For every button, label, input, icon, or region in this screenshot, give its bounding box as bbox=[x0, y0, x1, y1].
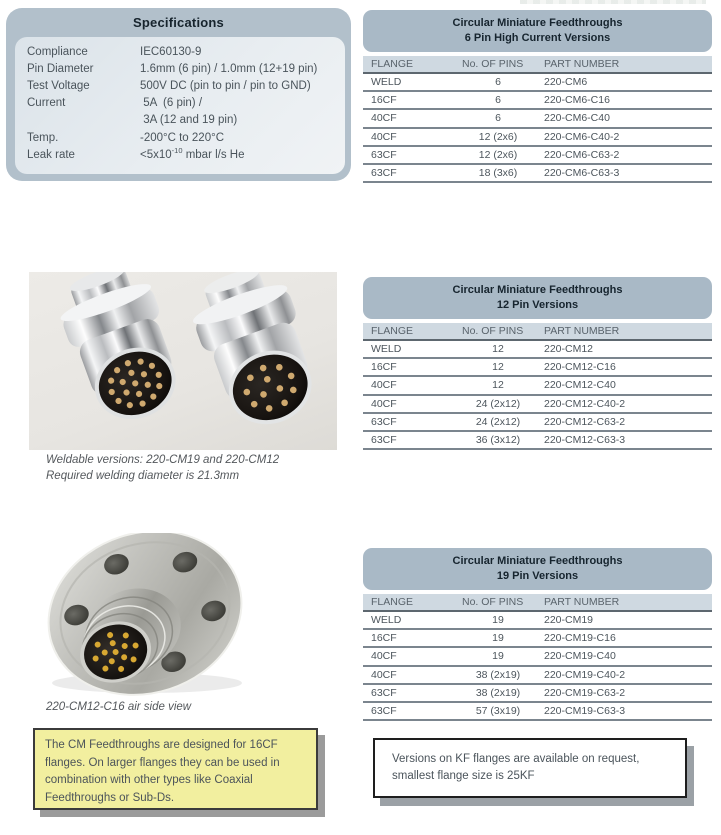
table-title-line1: Circular Miniature Feedthroughs bbox=[452, 284, 623, 296]
column-header-flange: FLANGE bbox=[371, 325, 414, 337]
pins-cell: 38 (2x19) bbox=[475, 686, 521, 699]
table-row bbox=[363, 74, 712, 92]
flange-cell: WELD bbox=[371, 76, 402, 89]
flange-cell: 40CF bbox=[371, 650, 397, 663]
spec-label: Test Voltage bbox=[27, 79, 90, 92]
flange-cell: 40CF bbox=[371, 397, 397, 410]
table-body bbox=[363, 612, 712, 721]
part-number-cell: 220-CM6-C40 bbox=[544, 112, 610, 125]
spec-value: 1.6mm (6 pin) / 1.0mm (12+19 pin) bbox=[140, 62, 318, 75]
spec-row bbox=[27, 60, 345, 77]
table-column-headers bbox=[363, 56, 712, 74]
spec-row bbox=[27, 112, 345, 129]
flange-cell: 16CF bbox=[371, 361, 397, 374]
pins-cell: 6 bbox=[495, 76, 501, 89]
part-number-cell: 220-CM12-C40-2 bbox=[544, 397, 626, 410]
specifications-title: Specifications bbox=[133, 15, 224, 30]
flange-photo bbox=[25, 533, 280, 701]
part-number-cell: 220-CM6-C16 bbox=[544, 94, 610, 107]
flange-cell: WELD bbox=[371, 343, 402, 356]
part-number-cell: 220-CM19 bbox=[544, 614, 594, 627]
table-title bbox=[363, 548, 712, 590]
part-number-table bbox=[363, 10, 712, 183]
weldable-caption-line2: Required welding diameter is 21.3mm bbox=[46, 469, 240, 482]
part-number-cell: 220-CM6-C63-2 bbox=[544, 148, 620, 161]
table-title bbox=[363, 277, 712, 319]
pins-cell: 38 (2x19) bbox=[475, 668, 521, 681]
table-title-line1: Circular Miniature Feedthroughs bbox=[452, 17, 623, 29]
table-row bbox=[363, 147, 712, 165]
column-header-pins: No. OF PINS bbox=[462, 58, 524, 70]
pins-cell: 6 bbox=[495, 112, 501, 125]
part-number-cell: 220-CM19-C63-3 bbox=[544, 705, 626, 718]
spec-label: Temp. bbox=[27, 131, 59, 144]
table-row bbox=[363, 414, 712, 432]
flange-cell: WELD bbox=[371, 614, 402, 627]
flange-cell: 63CF bbox=[371, 686, 397, 699]
table-title-line2: 19 Pin Versions bbox=[496, 570, 579, 582]
flange-cell: 63CF bbox=[371, 434, 397, 447]
pins-cell: 12 bbox=[492, 361, 504, 374]
column-header-pins: No. OF PINS bbox=[462, 325, 524, 337]
specifications-panel bbox=[6, 8, 351, 181]
flange-cell: 40CF bbox=[371, 379, 397, 392]
pins-cell: 24 (2x12) bbox=[475, 397, 521, 410]
table-row bbox=[363, 92, 712, 110]
specifications-body bbox=[15, 37, 345, 174]
part-number-cell: 220-CM19-C63-2 bbox=[544, 686, 626, 699]
table-title-line2: 6 Pin High Current Versions bbox=[464, 32, 611, 44]
table-row bbox=[363, 377, 712, 395]
column-header-flange: FLANGE bbox=[371, 58, 414, 70]
spec-label: Pin Diameter bbox=[27, 62, 94, 75]
part-number-table bbox=[363, 548, 712, 721]
spec-value: $<5x10^{-10}$ mbar l/s He bbox=[140, 145, 245, 161]
cm-feedthroughs-note: The CM Feedthroughs are designed for 16CF flanges. On larger flanges they can be used in combination with other types like Coaxial Feedthroughs or Sub-Ds. bbox=[33, 728, 318, 810]
part-number-cell: 220-CM12-C63-3 bbox=[544, 434, 626, 447]
spec-value: IEC60130-9 bbox=[140, 45, 202, 58]
part-number-table bbox=[363, 277, 712, 450]
pins-cell: 36 (3x12) bbox=[475, 434, 521, 447]
part-number-cell: 220-CM12-C16 bbox=[544, 361, 616, 374]
pins-cell: 24 (2x12) bbox=[475, 415, 521, 428]
weldable-caption-line1: Weldable versions: 220-CM19 and 220-CM12 bbox=[46, 454, 280, 466]
flange-cell: 40CF bbox=[371, 112, 397, 125]
table-title-line2: 12 Pin Versions bbox=[496, 299, 579, 311]
pins-cell: 12 bbox=[492, 379, 504, 392]
part-number-cell: 220-CM12-C63-2 bbox=[544, 415, 626, 428]
pins-cell: 57 (3x19) bbox=[475, 705, 521, 718]
part-number-cell: 220-CM12-C40 bbox=[544, 379, 616, 392]
flange-cell: 63CF bbox=[371, 705, 397, 718]
part-number-cell: 220-CM19-C16 bbox=[544, 632, 616, 645]
table-row bbox=[363, 432, 712, 450]
table-row bbox=[363, 129, 712, 147]
flange-cell: 63CF bbox=[371, 148, 397, 161]
spec-label: Current bbox=[27, 97, 66, 110]
pins-cell: 18 (3x6) bbox=[478, 167, 518, 180]
flange-illustration bbox=[25, 533, 280, 701]
spec-label: Leak rate bbox=[27, 148, 75, 161]
part-number-cell: 220-CM6 bbox=[544, 76, 588, 89]
spec-row bbox=[27, 129, 345, 146]
pins-cell: 19 bbox=[492, 614, 504, 627]
table-row bbox=[363, 648, 712, 666]
spec-row bbox=[27, 95, 345, 112]
spec-row bbox=[27, 43, 345, 60]
part-number-cell: 220-CM6-C63-3 bbox=[544, 167, 620, 180]
table-body bbox=[363, 341, 712, 450]
table-row bbox=[363, 703, 712, 721]
table-row bbox=[363, 630, 712, 648]
flange-cell: 40CF bbox=[371, 130, 397, 143]
part-number-cell: 220-CM19-C40 bbox=[544, 650, 616, 663]
table-row bbox=[363, 667, 712, 685]
flange-cell: 16CF bbox=[371, 94, 397, 107]
part-number-cell: 220-CM19-C40-2 bbox=[544, 668, 626, 681]
spec-row bbox=[27, 146, 345, 163]
spec-value: 500V DC (pin to pin / pin to GND) bbox=[140, 79, 311, 92]
pins-cell: 19 bbox=[492, 632, 504, 645]
table-title bbox=[363, 10, 712, 52]
airside-caption: 220-CM12-C16 air side view bbox=[46, 701, 192, 713]
spec-value: 3A (12 and 19 pin) bbox=[140, 114, 238, 127]
flange-cell: 40CF bbox=[371, 668, 397, 681]
pins-cell: 12 (2x6) bbox=[478, 148, 518, 161]
weldable-connectors-illustration bbox=[29, 272, 337, 450]
column-header-part-number: PART NUMBER bbox=[544, 58, 620, 70]
column-header-part-number: PART NUMBER bbox=[544, 325, 620, 337]
column-header-pins: No. OF PINS bbox=[462, 596, 524, 608]
page-crop-artifact bbox=[520, 0, 706, 4]
table-column-headers bbox=[363, 323, 712, 341]
table-row bbox=[363, 685, 712, 703]
table-column-headers bbox=[363, 594, 712, 612]
table-row bbox=[363, 612, 712, 630]
weldable-caption bbox=[46, 453, 279, 484]
table-body bbox=[363, 74, 712, 183]
column-header-part-number: PART NUMBER bbox=[544, 596, 620, 608]
flange-cell: 63CF bbox=[371, 167, 397, 180]
weldable-connectors-photo bbox=[29, 272, 337, 450]
pins-cell: 19 bbox=[492, 650, 504, 663]
spec-value: 5A (6 pin) / bbox=[140, 97, 203, 110]
pins-cell: 12 (2x6) bbox=[478, 130, 518, 143]
table-row bbox=[363, 396, 712, 414]
table-row bbox=[363, 165, 712, 183]
spec-row bbox=[27, 77, 345, 94]
table-row bbox=[363, 110, 712, 128]
flange-cell: 63CF bbox=[371, 415, 397, 428]
table-row bbox=[363, 359, 712, 377]
kf-flanges-note: Versions on KF flanges are available on request, smallest flange size is 25KF bbox=[373, 738, 687, 798]
part-number-cell: 220-CM6-C40-2 bbox=[544, 130, 620, 143]
pins-cell: 6 bbox=[495, 94, 501, 107]
flange-cell: 16CF bbox=[371, 632, 397, 645]
spec-label: Compliance bbox=[27, 45, 88, 58]
part-number-cell: 220-CM12 bbox=[544, 343, 594, 356]
pins-cell: 12 bbox=[492, 343, 504, 356]
spec-value: -200°C to 220°C bbox=[140, 131, 224, 144]
table-title-line1: Circular Miniature Feedthroughs bbox=[452, 555, 623, 567]
column-header-flange: FLANGE bbox=[371, 596, 414, 608]
table-row bbox=[363, 341, 712, 359]
